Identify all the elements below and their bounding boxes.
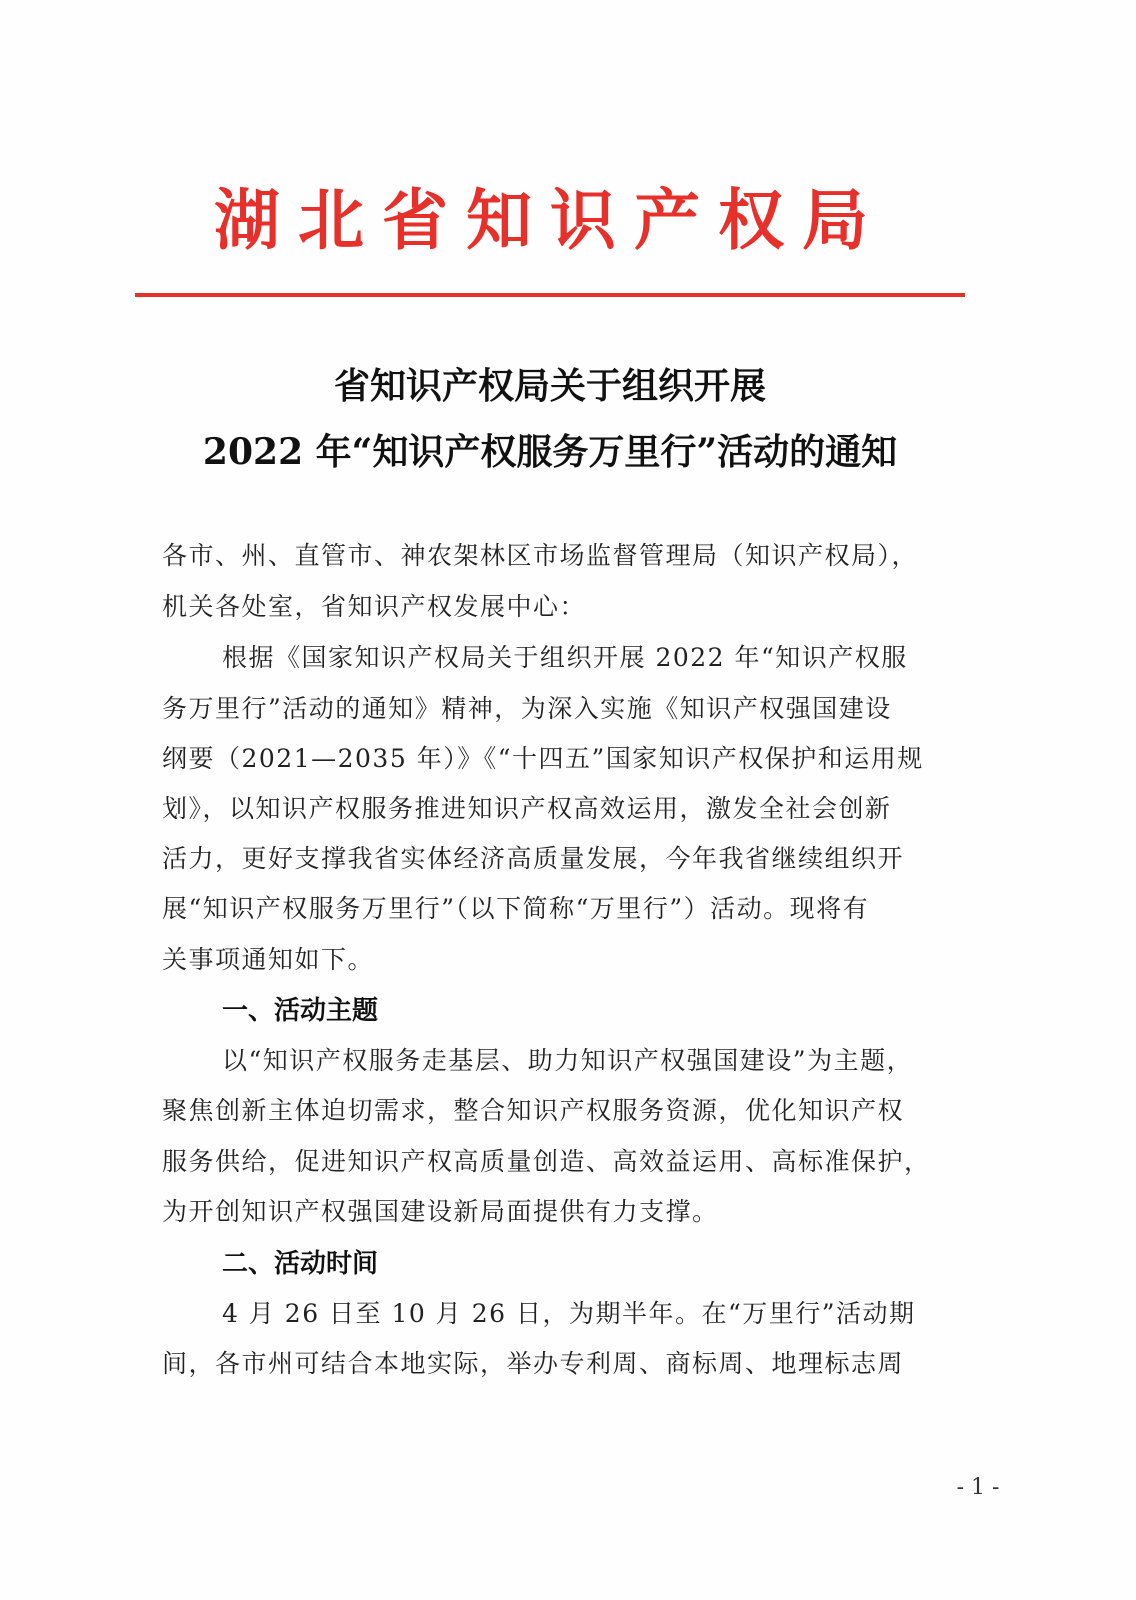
addressee-line-2: 机关各处室，省知识产权发展中心： (162, 592, 587, 621)
intro-line: 纲要（2021—2035 年）》《“十四五”国家知识产权保护和运用规 (162, 744, 924, 773)
section-1-line: 为开创知识产权强国建设新局面提供有力支撑。 (162, 1197, 719, 1226)
section-2-line: 4 月 26 日至 10 月 26 日，为期半年。在“万里行”活动期 (222, 1299, 916, 1328)
issuing-authority-header: 湖北省知识产权局 (214, 181, 886, 259)
intro-line: 根据《国家知识产权局关于组织开展 2022 年“知识产权服 (222, 643, 908, 672)
intro-line: 活力，更好支撑我省实体经济高质量发展，今年我省继续组织开 (162, 844, 905, 873)
section-1-heading: 一、活动主题 (222, 996, 379, 1026)
section-2-heading: 二、活动时间 (222, 1249, 379, 1279)
addressee-line-1: 各市、州、直管市、神农架林区市场监督管理局（知识产权局）， (162, 541, 919, 570)
document-title-line-2: 2022 年“知识产权服务万里行”活动的通知 (202, 431, 898, 473)
section-1-line: 以“知识产权服务走基层、助力知识产权强国建设”为主题， (222, 1046, 914, 1075)
document-title-line-1: 省知识产权局关于组织开展 (333, 365, 766, 407)
intro-line: 关事项通知如下。 (162, 945, 375, 974)
section-1-line: 聚焦创新主体迫切需求，整合知识产权服务资源，优化知识产权 (162, 1096, 905, 1125)
intro-line: 务万里行”活动的通知》精神，为深入实施《知识产权强国建设 (162, 694, 892, 723)
section-1-line: 服务供给，促进知识产权高质量创造、高效益运用、高标准保护， (162, 1147, 931, 1176)
red-header-rule (135, 293, 965, 297)
page-number: - 1 - (956, 1475, 1000, 1500)
section-2-line: 间，各市州可结合本地实际，举办专利周、商标周、地理标志周 (162, 1349, 905, 1378)
intro-line: 划》，以知识产权服务推进知识产权高效运用，激发全社会创新 (162, 794, 892, 823)
intro-line: 展“知识产权服务万里行”（以下简称“万里行”）活动。现将有 (162, 894, 870, 923)
